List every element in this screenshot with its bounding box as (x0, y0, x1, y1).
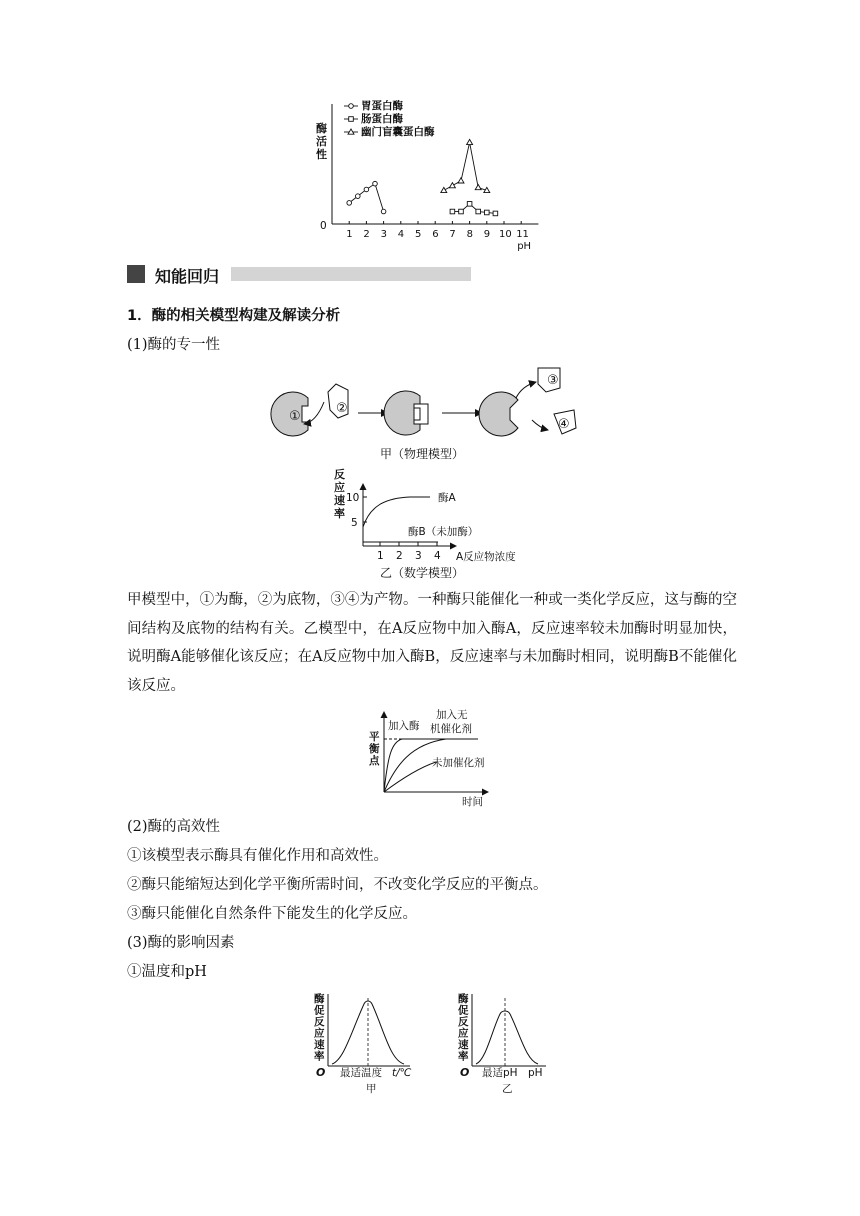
ph-curve (476, 1011, 538, 1064)
top-xtick-11: 11 (516, 229, 529, 240)
physical-model-diagram (270, 364, 590, 462)
legend-label-2: 幽门盲囊蛋白酶 (361, 126, 435, 138)
optimum-temperature: 最适温度 (340, 1067, 382, 1079)
top-series-0-point-4 (381, 209, 386, 214)
top-series-1-point-1 (459, 209, 464, 214)
caption-right: 乙 (502, 1083, 513, 1095)
math-xtick-2: 2 (396, 550, 403, 562)
top-series-1-point-4 (485, 210, 490, 215)
top-xtick-9: 9 (483, 229, 491, 240)
bell-left-ylabel-char-5: 率 (314, 1050, 325, 1063)
math-model-chart (330, 466, 550, 582)
physical-model-caption: 甲（物理模型） (380, 447, 465, 461)
section-title: 知能回归 (155, 267, 220, 286)
top-xlabel: pH (517, 241, 532, 252)
section-strip (231, 267, 471, 281)
math-ylabel-char-3: 率 (334, 507, 345, 520)
bell-left-ylabel-char-3: 应 (314, 1027, 325, 1040)
top-series-0-point-1 (356, 194, 361, 199)
top-series-1-point-3 (476, 209, 481, 214)
curve-b-label: 酶B（未加酶） (408, 526, 479, 538)
axis-ph: pH (528, 1067, 543, 1079)
complex-substrate (414, 404, 428, 424)
top-series-0-point-3 (373, 181, 378, 186)
math-xtick-3: 3 (415, 550, 422, 562)
math-xtick-1: 1 (377, 550, 384, 562)
equilibrium-chart (366, 704, 506, 808)
model-explanation: 甲模型中，①为酶，②为底物，③④为产物。一种酶只能催化一种或一类化学反应，这与酶的空间结构及底物的结构有关。乙模型中，在A反应物中加入酶A，反应速率较未加酶时明显加快，说明酶A能够催化该反应；在A反应物中加入酶B，反应速率与未加酶时相同，说明酶B不能催化该反应。 (127, 592, 737, 694)
enzyme-activity-chart (300, 96, 560, 256)
label-add-inorganic-2: 机催化剂 (430, 723, 472, 735)
top-xtick-8: 8 (466, 229, 473, 240)
top-xtick-3: 3 (380, 229, 387, 240)
y-tick-5: 5 (351, 517, 358, 529)
eq-xlabel: 时间 (462, 796, 483, 808)
math-xlabel: A反应物浓度 (456, 551, 516, 563)
top-series-0-point-0 (347, 201, 352, 206)
eq-ylabel-char-2: 点 (369, 755, 380, 767)
bell-left-ylabel-char-4: 速 (314, 1039, 325, 1051)
math-ylabel-char-2: 速 (334, 494, 345, 507)
top-series-line-2 (444, 142, 487, 190)
eq-ylabel-char-1: 衡 (369, 743, 380, 755)
section-marker (127, 265, 145, 283)
label-add-enzyme: 加入酶 (388, 720, 420, 732)
y-tick-10: 10 (346, 492, 360, 504)
label-4: ④ (558, 417, 570, 432)
eq-ylabel-char-0: 平 (369, 731, 380, 743)
top-origin: 0 (320, 220, 327, 232)
math-xtick-4: 4 (434, 550, 441, 562)
bell-right-ylabel-char-2: 反 (458, 1016, 469, 1028)
legend-marker-0 (349, 104, 354, 109)
bell-right-ylabel-char-5: 率 (458, 1050, 469, 1063)
top-xtick-10: 10 (499, 229, 512, 240)
label-2: ② (336, 401, 348, 416)
legend-marker-1 (349, 117, 354, 122)
bell-right-ylabel-char-0: 酶 (458, 993, 469, 1005)
legend-label-0: 胃蛋白酶 (361, 100, 403, 112)
top-series-2-point-1 (449, 183, 455, 188)
top-xtick-5: 5 (415, 229, 422, 240)
top-series-2-point-2 (458, 178, 464, 183)
curve-a-label: 酶A (438, 492, 456, 504)
bell-right-ylabel-char-1: 促 (458, 1004, 469, 1017)
math-ylabel-char-1: 应 (334, 481, 345, 494)
point-2-1: ①该模型表示酶具有催化作用和高效性。 (127, 848, 388, 864)
math-model-caption: 乙（数学模型） (380, 566, 465, 580)
curve-enzyme-a (363, 497, 430, 527)
bell-left-ylabel-char-1: 促 (314, 1004, 325, 1017)
top-series-1-point-2 (467, 202, 472, 207)
origin-o-right: O (460, 1066, 470, 1079)
top-series-2-point-3 (467, 139, 473, 144)
axis-temperature: t/℃ (392, 1067, 412, 1079)
temperature-bell-chart (306, 990, 418, 1096)
top-ylabel-char-1: 活 (316, 135, 327, 148)
point-2-3: ③酶只能催化自然条件下能发生的化学反应。 (127, 906, 417, 922)
top-xtick-2: 2 (363, 229, 370, 240)
point-2-2: ②酶只能缩短达到化学平衡所需时间，不改变化学反应的平衡点。 (127, 877, 548, 893)
enzyme-shape-3 (479, 392, 518, 436)
enzyme-shape-2 (384, 391, 420, 435)
top-xtick-1: 1 (346, 229, 353, 240)
sub3-1-title: ①温度和pH (127, 964, 207, 980)
legend-label-1: 肠蛋白酶 (361, 113, 403, 125)
top-xtick-6: 6 (432, 229, 439, 240)
top-xtick-4: 4 (397, 229, 405, 240)
origin-o-left: O (316, 1066, 326, 1079)
bell-left-ylabel-char-0: 酶 (314, 993, 325, 1005)
label-1: ① (289, 409, 301, 424)
bell-right-ylabel-char-4: 速 (458, 1039, 469, 1051)
top-ylabel-char-0: 酶 (316, 122, 327, 135)
top-series-2-point-0 (441, 187, 447, 192)
sub2-title: (2)酶的高效性 (127, 819, 221, 835)
ph-bell-chart (450, 990, 562, 1096)
sub3-title: (3)酶的影响因素 (127, 935, 235, 951)
top-series-1-point-5 (493, 211, 498, 216)
top-series-2-point-4 (475, 185, 481, 190)
label-add-inorganic-1: 加入无 (436, 709, 468, 721)
bell-left-ylabel-char-2: 反 (314, 1016, 325, 1028)
bell-right-ylabel-char-3: 应 (458, 1027, 469, 1040)
top-series-1-point-0 (450, 209, 455, 214)
top-series-0-point-2 (364, 187, 369, 192)
math-ylabel-char-0: 反 (334, 468, 345, 481)
sub1-title: (1)酶的专一性 (127, 337, 221, 353)
section-header (127, 264, 471, 284)
label-3: ③ (547, 373, 559, 388)
caption-left: 甲 (366, 1083, 377, 1095)
top-ylabel-char-2: 性 (316, 148, 327, 161)
item1-title: 1．酶的相关模型构建及解读分析 (127, 308, 341, 324)
label-no-catalyst: 未加催化剂 (432, 757, 485, 769)
optimum-ph: 最适pH (482, 1067, 518, 1079)
top-xtick-7: 7 (449, 229, 456, 240)
